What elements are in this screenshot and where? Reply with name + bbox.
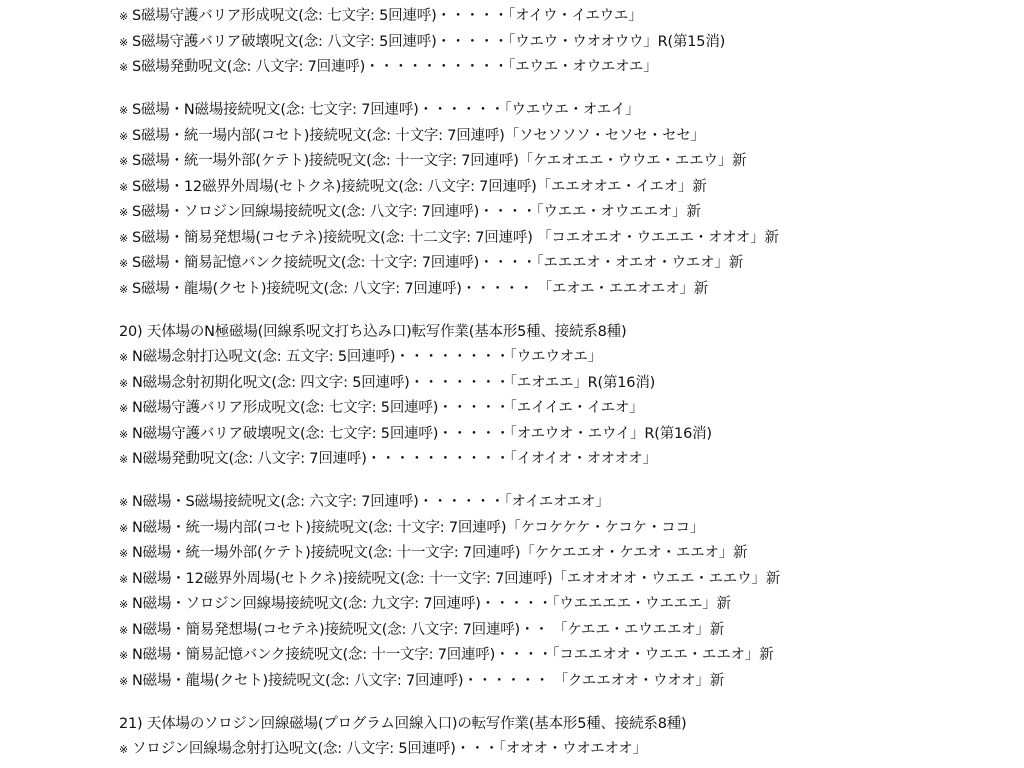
spell-text: ソロジン回線場念射打込呪文(念: 八文字: 5回連呼)・・・「オオオ・ウオエオオ」 (132, 741, 647, 757)
reference-mark: ※ (119, 104, 129, 117)
list-item (119, 251, 1019, 277)
reference-mark: ※ (119, 649, 129, 662)
list-item (119, 490, 1019, 516)
spell-text: S磁場・ソロジン回線場接続呪文(念: 八文字: 7回連呼)・・・・「ウエエ・オウエエオ」新 (132, 204, 701, 220)
spell-text: S磁場・12磁界外周場(セトクネ)接続呪文(念: 八文字: 7回連呼)「エエオオエ・イエオ」新 (132, 178, 707, 195)
spell-text: N磁場守護バリア形成呪文(念: 七文字: 5回連呼)・・・・・「エイイエ・イエオ」 (132, 400, 644, 416)
reference-mark: ※ (119, 496, 129, 509)
reference-mark: ※ (119, 427, 129, 441)
list-item (119, 567, 1019, 593)
spacer (119, 81, 1019, 99)
document-body (119, 4, 1019, 763)
list-item (119, 226, 1019, 252)
spell-text: S磁場・統一場内部(コセト)接続呪文(念: 十文字: 7回連呼)「ソセソソソ・セソセ・セセ」 (132, 127, 705, 144)
list-item (119, 669, 1019, 695)
reference-mark: ※ (119, 402, 129, 415)
list-item (119, 124, 1019, 150)
reference-mark: ※ (119, 206, 129, 219)
list-item (119, 345, 1019, 371)
reference-mark: ※ (119, 129, 129, 143)
n-field-basic-list (119, 345, 1019, 473)
spacer (119, 302, 1019, 320)
spell-text: S磁場・簡易記憶バンク接続呪文(念: 十文字: 7回連呼)・・・・「エエエオ・オエオ・ウエオ」新 (132, 255, 744, 271)
reference-mark: ※ (119, 547, 129, 560)
section-heading: 21) 天体場のソロジン回線磁場(プログラム回線入口)の転写作業(基本形5種、接続系8種) (119, 715, 687, 732)
reference-mark: ※ (119, 376, 129, 390)
spell-text: N磁場・ソロジン回線場接続呪文(念: 九文字: 7回連呼)・・・・・「ウエエエエ・ウエエエ」新 (132, 596, 731, 612)
list-item (119, 592, 1019, 618)
spell-text: N磁場守護バリア破壊呪文(念: 七文字: 5回連呼)・・・・・「オエウオ・エウイ」R(第16消) (132, 425, 712, 442)
list-item (119, 149, 1019, 175)
reference-mark: ※ (119, 598, 129, 611)
reference-mark: ※ (119, 35, 129, 49)
reference-mark: ※ (119, 10, 129, 23)
list-item (119, 55, 1019, 81)
sorojin-basic-list (119, 737, 1019, 763)
list-item (119, 422, 1019, 448)
list-item (119, 516, 1019, 542)
spell-text: S磁場・龍場(クセト)接続呪文(念: 八文字: 7回連呼)・・・・・ 「エオエ・エエオエオ」新 (132, 280, 709, 297)
list-item (119, 4, 1019, 30)
reference-mark: ※ (119, 231, 129, 245)
list-item (119, 447, 1019, 473)
n-field-connection-list (119, 490, 1019, 694)
spell-text: N磁場・龍場(クセト)接続呪文(念: 八文字: 7回連呼)・・・・・・ 「クエエオオ・ウオオ」新 (132, 672, 725, 689)
spell-text: N磁場・簡易記憶バンク接続呪文(念: 十一文字: 7回連呼)・・・・「コエエオオ・ウエエ・エエオ」新 (132, 647, 774, 663)
section-heading: 20) 天体場のN極磁場(回線系呪文打ち込み口)転写作業(基本形5種、接続系8種) (119, 323, 627, 340)
spell-text: S磁場発動呪文(念: 八文字: 7回連呼)・・・・・・・・・・「エウエ・オウエオエ」 (132, 59, 658, 75)
reference-mark: ※ (119, 674, 129, 688)
reference-mark: ※ (119, 180, 129, 194)
spell-text: N磁場・簡易発想場(コセテネ)接続呪文(念: 八文字: 7回連呼)・・ 「ケエエ・エウエエオ」新 (132, 621, 725, 638)
reference-mark: ※ (119, 351, 129, 364)
list-item (119, 98, 1019, 124)
spell-text: S磁場守護バリア破壊呪文(念: 八文字: 5回連呼)・・・・・「ウエウ・ウオオウウ」R(第15消) (132, 33, 726, 50)
spell-text: N磁場・統一場外部(ケテト)接続呪文(念: 十一文字: 7回連呼)「ケケエエオ・ケエオ・エエオ」新 (132, 545, 748, 561)
reference-mark: ※ (119, 521, 129, 535)
s-field-basic-list (119, 4, 1019, 81)
spell-text: N磁場念射打込呪文(念: 五文字: 5回連呼)・・・・・・・・「ウエウオエ」 (132, 349, 602, 365)
list-item (119, 30, 1019, 56)
spell-text: N磁場・統一場内部(コセト)接続呪文(念: 十文字: 7回連呼)「ケコケケケ・ケコケ・ココ」 (132, 519, 705, 536)
list-item (119, 277, 1019, 303)
reference-mark: ※ (119, 61, 129, 74)
reference-mark: ※ (119, 743, 129, 756)
spell-text: S磁場・簡易発想場(コセテネ)接続呪文(念: 十二文字: 7回連呼) 「コエオエオ・ウエエエ・オオオ」新 (132, 229, 779, 246)
spacer (119, 694, 1019, 712)
list-item (119, 371, 1019, 397)
list-item (119, 541, 1019, 567)
list-item (119, 618, 1019, 644)
spell-text: S磁場・N磁場接続呪文(念: 七文字: 7回連呼)・・・・・・「ウエウエ・オエイ」 (132, 102, 640, 118)
spell-text: N磁場・S磁場接続呪文(念: 六文字: 7回連呼)・・・・・・「オイエオエオ」 (132, 494, 610, 510)
spacer (119, 473, 1019, 491)
reference-mark: ※ (119, 572, 129, 586)
spell-text: S磁場守護バリア形成呪文(念: 七文字: 5回連呼)・・・・・「オイウ・イエウエ」 (132, 8, 643, 24)
spell-text: S磁場・統一場外部(ケテト)接続呪文(念: 十一文字: 7回連呼)「ケエオエエ・ウウエ・エエウ」新 (132, 153, 747, 169)
list-item (119, 200, 1019, 226)
reference-mark: ※ (119, 623, 129, 637)
list-item (119, 643, 1019, 669)
reference-mark: ※ (119, 155, 129, 168)
spell-text: N磁場・12磁界外周場(セトクネ)接続呪文(念: 十一文字: 7回連呼)「エオオオオ・ウエエ・エエウ」新 (132, 570, 780, 587)
list-item (119, 737, 1019, 763)
list-item (119, 175, 1019, 201)
list-item (119, 396, 1019, 422)
reference-mark: ※ (119, 282, 129, 296)
reference-mark: ※ (119, 257, 129, 270)
spell-text: N磁場念射初期化呪文(念: 四文字: 5回連呼)・・・・・・・「エオエエ」R(第16消) (132, 374, 656, 391)
spell-text: N磁場発動呪文(念: 八文字: 7回連呼)・・・・・・・・・・「イオイオ・オオオオ」 (132, 451, 657, 467)
reference-mark: ※ (119, 453, 129, 466)
s-field-connection-list (119, 98, 1019, 302)
